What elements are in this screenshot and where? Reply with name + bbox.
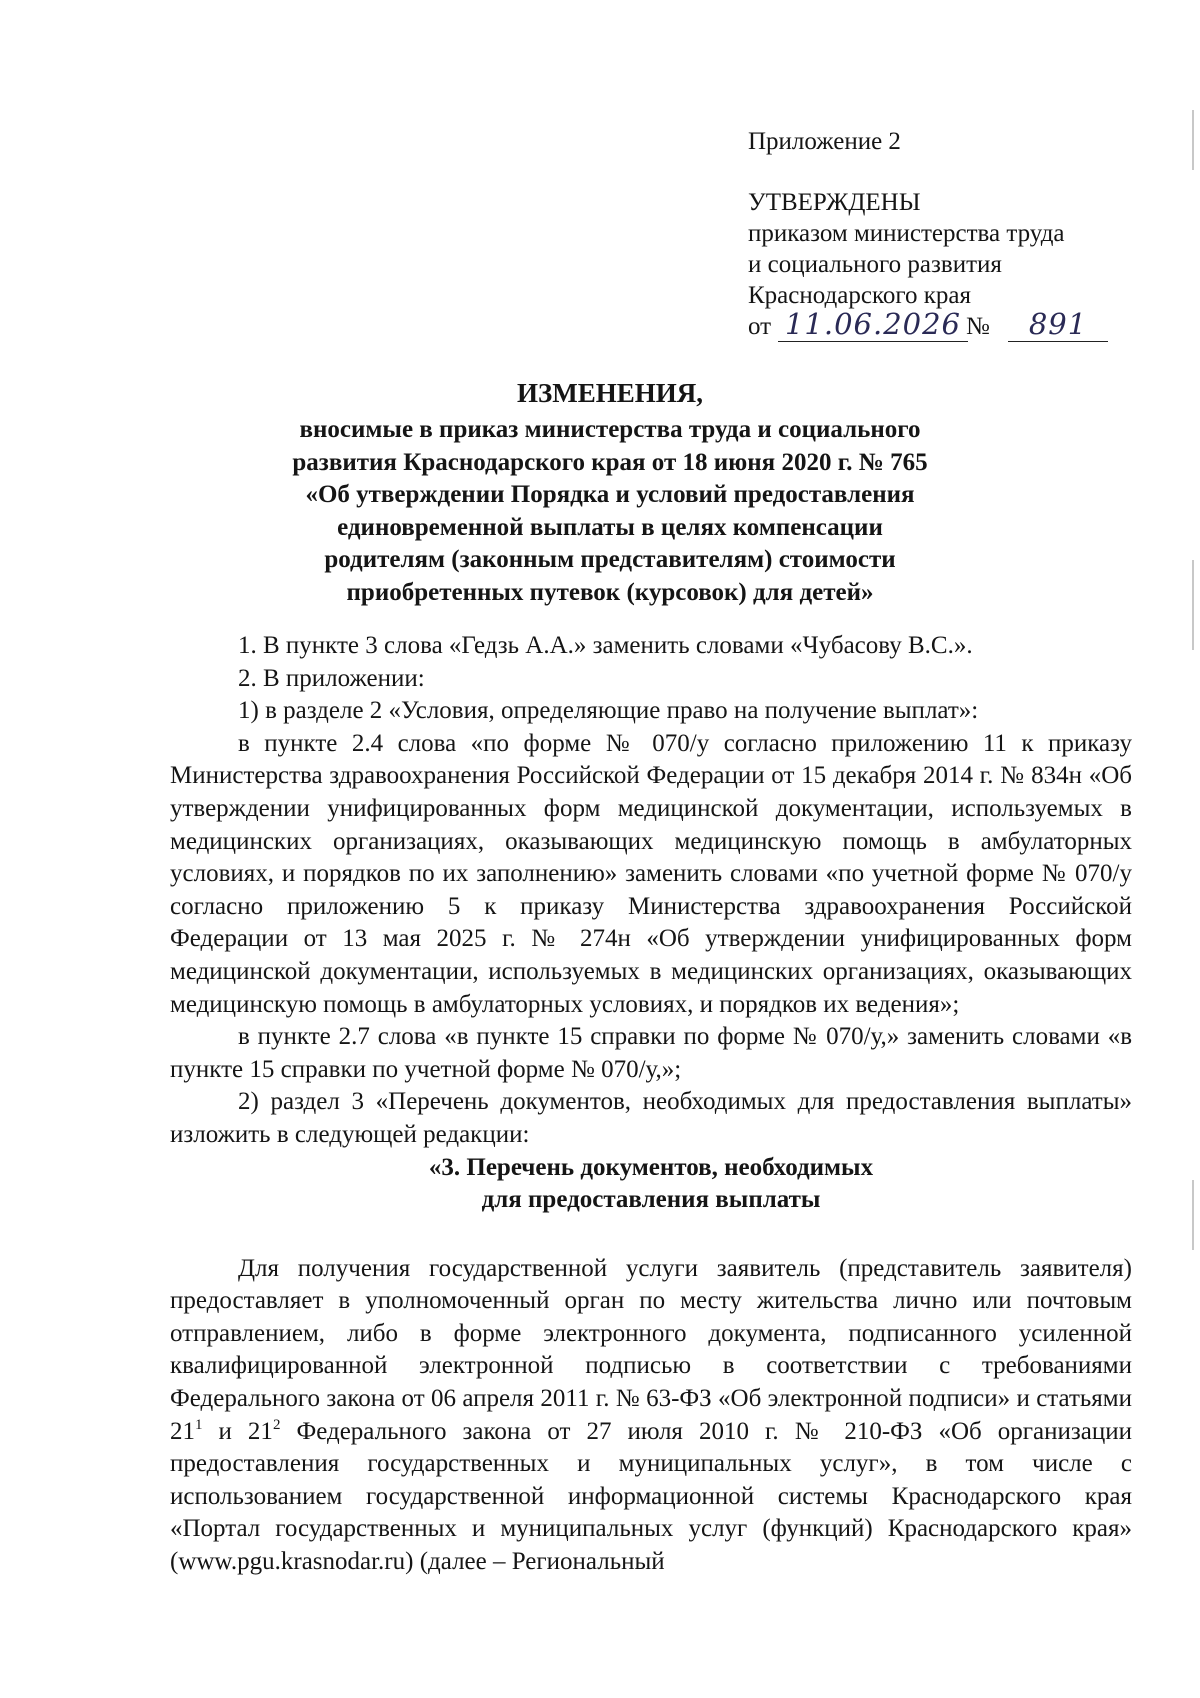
superscript-1: 1 (195, 1416, 203, 1433)
handwritten-number: 891 (1008, 308, 1108, 342)
from-label: от (748, 313, 772, 340)
final-paragraph-text: Для получения государственной услуги заявитель (представитель заявителя) предоставляет в уполномоченный орган по месту жительства лично или почтовым отправлением, либо в форме электронного документа, подписанного усиленной квалифицированной электронной подписью в соответствии с требованиями Федерального закона от 06 апреля 2011 г. № 63-ФЗ «Об электронной подписи» и статьями 21 (170, 1254, 1132, 1445)
appendix-label: Приложение 2 (748, 128, 901, 155)
scan-edge-mark (1192, 1180, 1194, 1250)
scan-edge-mark (1192, 110, 1194, 170)
paragraph-2: 2. В приложении: (238, 664, 425, 692)
scan-edge-mark (1192, 560, 1194, 650)
paragraph-3: 1) в разделе 2 «Условия, определяющие право на получение выплат»: (238, 697, 979, 725)
paragraph-1: 1. В пункте 3 слова «Гедзь А.А.» заменить словами «Чубасову В.С.». (238, 632, 973, 659)
section-heading-line-1: «3. Перечень документов, необходимых (428, 1153, 874, 1181)
document-title: ИЗМЕНЕНИЯ, (516, 378, 703, 408)
subtitle-line: родителям (законным представителям) стоимости (324, 546, 896, 574)
number-label: № (966, 313, 990, 340)
document-body (170, 630, 1132, 1579)
section-heading-line-2: для предоставления выплаты (481, 1186, 821, 1214)
paragraph-6: 2) раздел 3 «Перечень документов, необходимых для предоставления выплаты» изложить в следующей редакции: (170, 1088, 1132, 1148)
approval-block (748, 126, 1168, 345)
superscript-2: 2 (272, 1416, 281, 1433)
paragraph-4: в пункте 2.4 слова «по форме № 070/у согласно приложению 11 к приказу Министерства здравоохранения Российской Федерации от 15 декабря 2014 г. № 834н «Об утверждении унифицированных форм медицинской документации, используемых в медицинских организациях, оказывающих медицинскую помощь в амбулаторных условиях, и порядков по их заполнению» заменить словами «по учетной форме № 070/у согласно приложению 5 к приказу Министерства здравоохранения Российской Федерации от 13 мая 2025 г. № 274н «Об утверждении унифицированных форм медицинской документации, используемых в медицинских организациях, оказывающих медицинскую помощь в амбулаторных условиях, и порядков их ведения»; (170, 729, 1132, 1018)
subtitle-line: единовременной выплаты в целях компенсации (337, 513, 883, 541)
final-paragraph (170, 1253, 1132, 1579)
subtitle-line: вносимые в приказ министерства труда и социального (299, 416, 921, 443)
approval-line-1: приказом министерства труда (748, 220, 1065, 247)
paragraph-5: в пункте 2.7 слова «в пункте 15 справки по форме № 070/у,» заменить словами «в пункте 15 справки по учетной форме № 070/у,»; (170, 1023, 1132, 1083)
final-paragraph-text: и 21 (202, 1417, 273, 1445)
approval-line-3: Краснодарского края (748, 282, 971, 309)
order-reference (748, 307, 1168, 345)
subtitle-line: развития Краснодарского края от 18 июня 2020 г. № 765 (292, 448, 928, 476)
spacer (170, 1217, 1132, 1253)
subtitle-line: приобретенных путевок (курсовок) для детей» (346, 578, 874, 606)
approval-line-2: и социального развития (748, 251, 1002, 278)
subtitle-line: «Об утверждении Порядка и условий предоставления (305, 481, 915, 509)
document-subtitle (180, 414, 1040, 610)
final-paragraph-text: Федерального закона от 27 июля 2010 г. № 210-ФЗ «Об организации предоставления государственных и муниципальных услуг», в том числе с использованием государственной информационной системы Краснодарского края «Портал государственных и муниципальных услуг (функций) Краснодарского края» (www.pgu.krasnodar.ru) (далее – Региональный (170, 1417, 1132, 1576)
approved-heading: УТВЕРЖДЕНЫ (748, 189, 921, 216)
handwritten-date: 11.06.2026 (778, 308, 968, 342)
